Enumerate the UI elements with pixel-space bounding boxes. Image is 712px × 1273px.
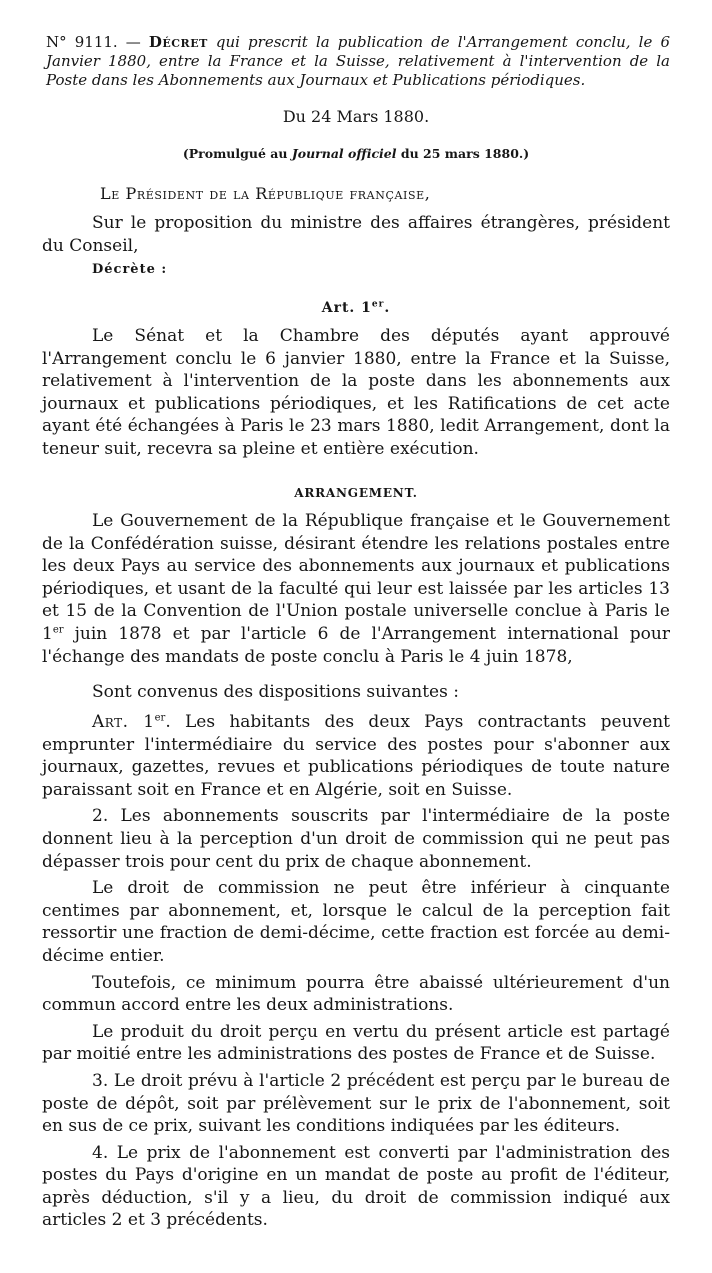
article-1-text: Le Sénat et la Chambre des députés ayant approuvé l'Arrangement conclu le 6 janvier 1880, entre la France et la Suisse, relativement à l'intervention de la poste dans les abonnements aux journaux et publications périodiques, et les Ratifications de cet acte ayant été échangées à Paris le 23 mars 1880, ledit Arrangement, dont la teneur suit, recevra sa pleine et entière exécution. [42,326,670,459]
clause-toutefois: Toutefois, ce minimum pourra être abaissé ultérieurement d'un commun accord entre les deux administrations. [42,972,670,1016]
arrangement-heading: ARRANGEMENT. [294,486,418,500]
arrangement-clauses [42,711,670,1236]
journal-name: Journal officiel [291,146,397,161]
article-1-heading: Art. 1er. [321,299,391,316]
clause-minimum: Le droit de commission ne peut être inférieur à cinquante centimes par abonnement, et, lorsque le calcul de la perception fait ressortir une fraction de demi-décime, cette fraction est forcée au demi-décime entier. [42,878,670,966]
clause-produit: Le produit du droit perçu en vertu du présent article est partagé par moitié entre les administrations des postes de France et de Suisse. [42,1021,670,1065]
convenus-line: Sont convenus des dispositions suivantes : [92,682,459,702]
decree-title: qui prescrit la publication de l'Arrangement conclu, le 6 Janvier 1880, entre la France et la Suisse, relativement à l'intervention de la Poste dans les Abonnements aux Journaux et Publications périodiques. [46,33,670,89]
decrete-label: Décrète : [92,262,168,277]
clause-article-1: Art. 1er. Les habitants des deux Pays contractants peuvent emprunter l'intermédiaire du service des postes pour s'abonner aux journaux, gazettes, revues et publications périodiques de toute nature paraissant soit en France et en Algérie, soit en Suisse. [42,712,670,800]
president-line: Le Président de la République française, [100,184,431,203]
clause-article-3: 3. Le droit prévu à l'article 2 précédent est perçu par le bureau de poste de dépôt, soit par prélèvement sur le prix de l'abonnement, soit en sus de ce prix, suivant les conditions indiquées par les éditeurs. [42,1070,670,1137]
arrangement-intro: Le Gouvernement de la République française et le Gouvernement de la Confédération suisse, désirant étendre les relations postales entre les deux Pays au service des abonnements aux journaux et publications périodiques, et usant de la faculté qui leur est laissée par les articles 13 et 15 de la Convention de l'Union postale universelle conclue à Paris le 1er juin 1878 et par l'article 6 de l'Arrangement international pour l'échange des mandats de poste conclu à Paris le 4 juin 1878, [42,511,670,667]
decree-label: Décret [148,33,208,51]
clause-article-2: 2. Les abonnements souscrits par l'intermédiaire de la poste donnent lieu à la perception d'un droit de commission qui ne peut pas dépasser trois pour cent du prix de chaque abonnement. [42,806,670,872]
preamble: Sur le proposition du ministre des affaires étrangères, président du Conseil, [42,213,670,256]
clause-article-4: 4. Le prix de l'abonnement est converti par l'administration des postes du Pays d'origine en un mandat de poste au profit de l'éditeur, après déduction, s'il y a lieu, du droit de commission indiqué aux articles 2 et 3 précédents. [42,1142,670,1231]
decree-number: N° 9111. — [46,33,149,51]
promulgation-note: (Promulgué au Journal officiel du 25 mars 1880.) [182,146,530,161]
decree-header [46,33,670,90]
decree-date: Du 24 Mars 1880. [282,107,430,126]
